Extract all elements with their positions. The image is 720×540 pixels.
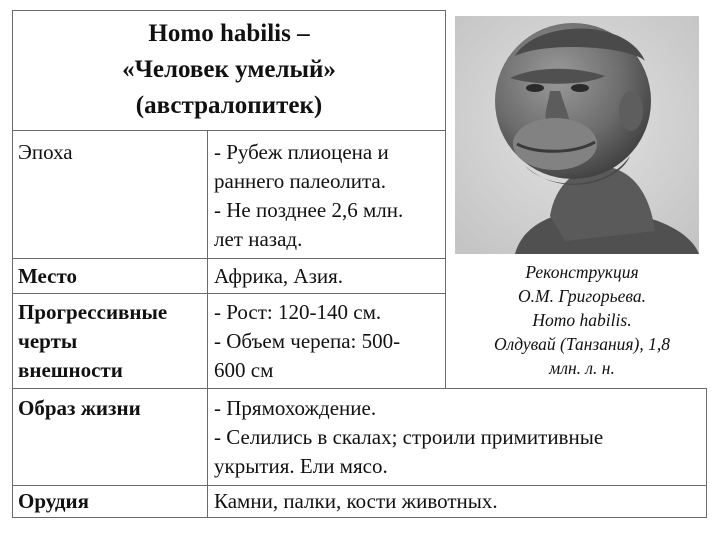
table-border-right-lower [706,388,707,518]
lifestyle-line-2: - Селились в скалах; строили примитивные [214,425,604,449]
row-divider-epoch [12,258,446,259]
row-divider-traits [12,388,707,389]
table-border-bottom [12,517,706,518]
table-title [14,12,444,128]
epoch-line-3: - Не позднее 2,6 млн. [214,198,404,222]
traits-label-line-1: Прогрессивные [18,300,168,324]
epoch-line-1: - Рубеж плиоцена и [214,140,389,164]
row-value-place [214,262,442,291]
row-label-lifestyle: Образ жизни [18,396,141,420]
photo-caption [452,260,712,380]
reconstruction-photo [455,16,699,254]
traits-line-3: 600 см [214,358,274,382]
row-label-place: Место [18,264,77,288]
traits-line-2: - Объем черепа: 500- [214,329,401,353]
title-line-2: «Человек умелый» [122,56,336,83]
reconstruction-head-image [455,16,699,254]
epoch-line-2: раннего палеолита. [214,169,386,193]
caption-line-2: О.М. Григорьева. [518,286,646,306]
row-value-lifestyle [214,394,704,481]
row-divider-lifestyle [12,485,707,486]
caption-line-4: Олдувай (Танзания), 1,8 [494,334,670,354]
caption-line-5: млн. л. н. [549,358,615,378]
traits-label-line-3: внешности [18,358,123,382]
table-border-right-upper [445,10,446,388]
traits-label-line-2: черты [18,329,78,353]
column-divider [207,130,208,518]
title-line-3: (австралопитек) [135,92,323,119]
table-border-left [12,10,13,518]
row-value-tools [214,487,704,516]
row-value-traits [214,298,442,385]
place-line-1: Африка, Азия. [214,264,344,288]
row-divider-header [12,130,446,131]
caption-line-1: Реконструкция [525,262,639,282]
traits-line-1: - Рост: 120-140 см. [214,300,382,324]
caption-line-3: Homo habilis. [532,310,632,330]
row-label-tools: Орудия [18,489,89,513]
table-border-top [12,10,446,11]
lifestyle-line-1: - Прямохождение. [214,396,377,420]
lifestyle-line-3: укрытия. Ели мясо. [214,454,388,478]
row-label-epoch: Эпоха [18,140,73,164]
row-value-epoch [214,138,442,254]
epoch-line-4: лет назад. [214,227,303,251]
title-line-1: Homo habilis – [148,20,310,47]
row-divider-place [12,293,446,294]
row-label-traits [18,298,198,385]
tools-line-1: Камни, палки, кости животных. [214,489,498,513]
